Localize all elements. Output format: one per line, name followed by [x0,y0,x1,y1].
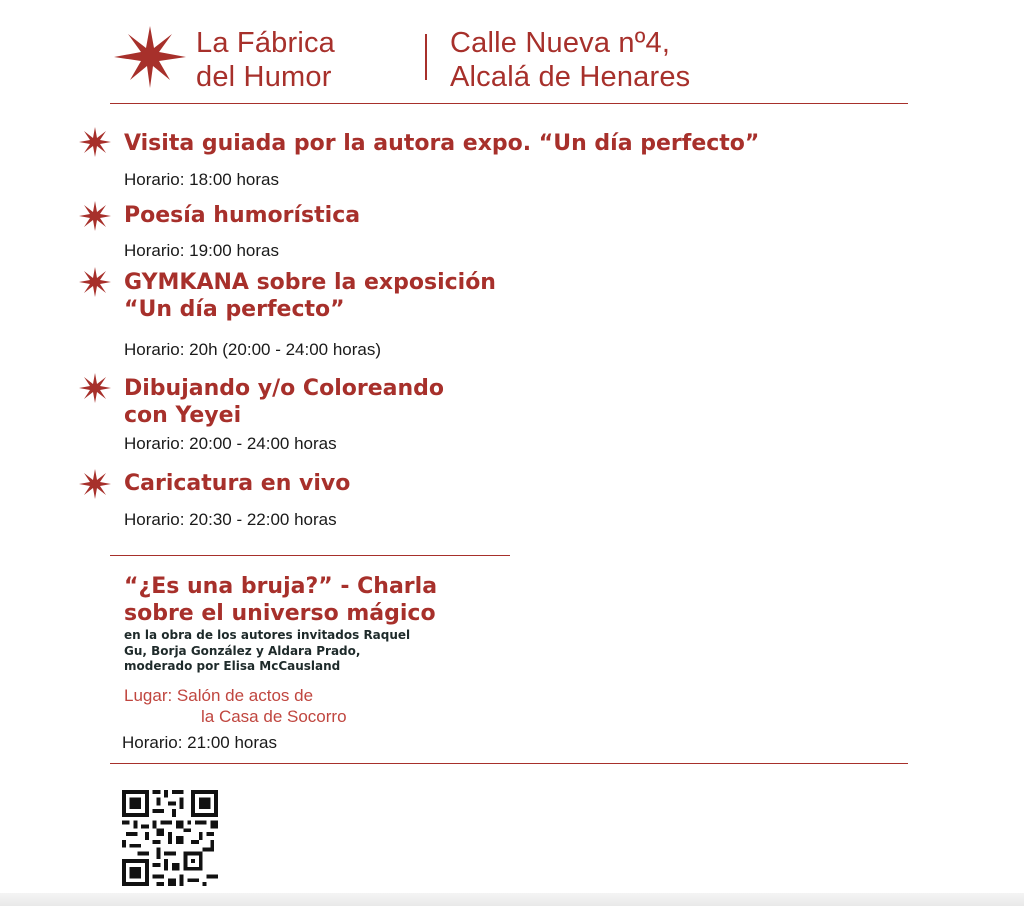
event-time: Horario: 18:00 horas [124,170,279,189]
footer-divider [110,763,908,764]
event-title-line2: “Un día perfecto” [124,297,345,322]
event-title-line1: Caricatura en vivo [124,471,351,496]
star-icon [112,24,188,90]
asterisk-star-icon [78,126,112,158]
talk-title [124,573,437,627]
asterisk-star-icon [78,266,112,298]
talk-title-line2: sobre el universo mágico [124,601,436,626]
event-time: Horario: 20:00 - 24:00 horas [124,434,337,453]
event-title-line2: con Yeyei [124,403,242,428]
venue-name-line1: La Fábrica [196,27,336,59]
header-divider [110,103,908,104]
event-title [124,130,759,157]
venue-address [450,26,690,94]
event-time: Horario: 20h (20:00 - 24:00 horas) [124,340,382,359]
address-line2: Alcalá de Henares [450,61,691,93]
talk-description-line1: en la obra de los autores invitados Raquel [124,628,411,642]
venue-name-line2: del Humor [196,61,332,93]
talk-time: Horario: 21:00 horas [122,733,277,752]
talk-description-line3: moderado por Elisa McCausland [124,659,341,673]
venue-name [196,26,335,94]
event-title-line1: Visita guiada por la autora expo. “Un día perfecto” [124,131,760,156]
asterisk-star-icon [78,200,112,232]
header-separator [425,34,427,80]
talk-description-line2: Gu, Borja González y Aldara Prado, [124,643,361,658]
address-line1: Calle Nueva nº4, [450,27,671,59]
asterisk-star-icon [78,372,112,404]
talk-description [124,628,410,675]
asterisk-star-icon [78,468,112,500]
talk-location [124,685,347,727]
event-title-line1: Poesía humorística [124,203,361,228]
event-title-line1: GYMKANA sobre la exposición [124,270,496,295]
event-time: Horario: 20:30 - 22:00 horas [124,510,337,529]
event-title [124,375,444,429]
qr-code-icon[interactable] [122,790,218,886]
event-title-line1: Dibujando y/o Coloreando [124,376,444,401]
event-title [124,470,350,497]
talk-title-line1: “¿Es una bruja?” - Charla [124,574,438,599]
page-bottom-edge [0,893,1024,906]
event-title [124,269,496,323]
section-divider [110,555,510,556]
talk-location-line1: Lugar: Salón de actos de [124,686,314,705]
event-time: Horario: 19:00 horas [124,241,279,260]
talk-location-line2: la Casa de Socorro [201,707,347,726]
event-title [124,202,360,229]
